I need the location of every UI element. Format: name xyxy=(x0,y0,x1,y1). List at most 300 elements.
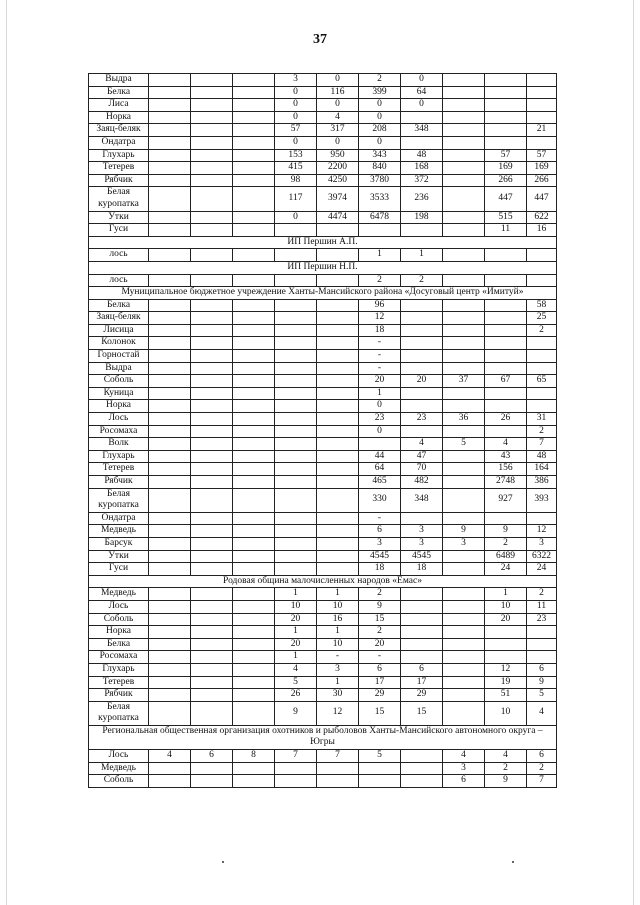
value-cell xyxy=(191,450,233,463)
value-cell xyxy=(191,274,233,287)
value-cell: 330 xyxy=(359,488,401,512)
value-cell xyxy=(275,525,317,538)
table-row xyxy=(89,299,557,312)
value-cell: 12 xyxy=(485,663,527,676)
value-cell xyxy=(191,600,233,613)
value-cell: 2 xyxy=(527,762,557,775)
table-body xyxy=(89,74,557,788)
value-cell: 37 xyxy=(443,375,485,388)
value-cell xyxy=(401,387,443,400)
value-cell: 0 xyxy=(275,99,317,112)
value-cell: 6 xyxy=(359,525,401,538)
species-name: Куница xyxy=(89,387,149,400)
table-row xyxy=(89,413,557,426)
value-cell: 11 xyxy=(485,224,527,237)
value-cell: 0 xyxy=(359,99,401,112)
value-cell xyxy=(191,337,233,350)
species-name: Гуси xyxy=(89,224,149,237)
value-cell: 2 xyxy=(527,588,557,601)
value-cell xyxy=(443,689,485,702)
value-cell: 2 xyxy=(359,74,401,87)
value-cell xyxy=(149,476,191,489)
value-cell xyxy=(233,274,275,287)
value-cell xyxy=(401,337,443,350)
species-name: Соболь xyxy=(89,613,149,626)
value-cell: 1 xyxy=(275,651,317,664)
value-cell: 515 xyxy=(485,211,527,224)
value-cell xyxy=(443,387,485,400)
value-cell: 348 xyxy=(401,124,443,137)
value-cell xyxy=(443,162,485,175)
value-cell xyxy=(485,136,527,149)
value-cell xyxy=(233,149,275,162)
table-row xyxy=(89,775,557,788)
value-cell: 3 xyxy=(443,762,485,775)
value-cell: 169 xyxy=(485,162,527,175)
species-name: Колонок xyxy=(89,337,149,350)
value-cell: 65 xyxy=(527,375,557,388)
value-cell: 4474 xyxy=(317,211,359,224)
value-cell: - xyxy=(359,337,401,350)
value-cell xyxy=(401,638,443,651)
value-cell: 18 xyxy=(401,563,443,576)
table-row xyxy=(89,438,557,451)
value-cell xyxy=(233,74,275,87)
species-name: Волк xyxy=(89,438,149,451)
value-cell xyxy=(233,136,275,149)
value-cell xyxy=(443,74,485,87)
table-row xyxy=(89,174,557,187)
value-cell: 23 xyxy=(359,413,401,426)
table-row xyxy=(89,525,557,538)
value-cell: 3 xyxy=(527,537,557,550)
value-cell xyxy=(401,775,443,788)
value-cell: 0 xyxy=(317,136,359,149)
value-cell xyxy=(191,350,233,363)
value-cell xyxy=(233,476,275,489)
value-cell xyxy=(485,626,527,639)
table-row xyxy=(89,74,557,87)
value-cell xyxy=(443,651,485,664)
value-cell: 2 xyxy=(359,274,401,287)
value-cell xyxy=(149,425,191,438)
value-cell xyxy=(275,463,317,476)
value-cell: 156 xyxy=(485,463,527,476)
value-cell xyxy=(275,762,317,775)
value-cell xyxy=(527,136,557,149)
value-cell: 447 xyxy=(485,187,527,211)
value-cell xyxy=(527,74,557,87)
value-cell xyxy=(317,488,359,512)
value-cell xyxy=(233,312,275,325)
value-cell xyxy=(527,274,557,287)
value-cell xyxy=(149,626,191,639)
value-cell xyxy=(191,701,233,725)
value-cell xyxy=(191,537,233,550)
value-cell xyxy=(233,512,275,525)
value-cell: 20 xyxy=(275,638,317,651)
value-cell xyxy=(191,775,233,788)
value-cell: 3974 xyxy=(317,187,359,211)
value-cell xyxy=(149,387,191,400)
value-cell xyxy=(485,274,527,287)
species-name: Тетерев xyxy=(89,463,149,476)
table-row xyxy=(89,701,557,725)
value-cell: 0 xyxy=(275,136,317,149)
value-cell xyxy=(443,299,485,312)
value-cell: 1 xyxy=(275,588,317,601)
table-row xyxy=(89,86,557,99)
value-cell xyxy=(233,111,275,124)
species-name: Белка xyxy=(89,86,149,99)
value-cell: 19 xyxy=(485,676,527,689)
value-cell xyxy=(401,750,443,763)
value-cell xyxy=(233,701,275,725)
value-cell xyxy=(149,537,191,550)
value-cell: 2748 xyxy=(485,476,527,489)
value-cell xyxy=(443,476,485,489)
value-cell xyxy=(485,299,527,312)
value-cell xyxy=(485,387,527,400)
table-row xyxy=(89,425,557,438)
value-cell xyxy=(191,375,233,388)
value-cell xyxy=(191,525,233,538)
table-row xyxy=(89,476,557,489)
value-cell xyxy=(149,413,191,426)
value-cell: 48 xyxy=(401,149,443,162)
species-name: Заяц-беляк xyxy=(89,312,149,325)
table-row xyxy=(89,337,557,350)
value-cell xyxy=(317,362,359,375)
value-cell: 0 xyxy=(359,425,401,438)
table-row xyxy=(89,312,557,325)
value-cell: 4 xyxy=(317,111,359,124)
value-cell: 12 xyxy=(527,525,557,538)
value-cell: 343 xyxy=(359,149,401,162)
value-cell xyxy=(191,299,233,312)
value-cell xyxy=(149,324,191,337)
value-cell: 1 xyxy=(317,626,359,639)
value-cell xyxy=(149,463,191,476)
value-cell xyxy=(443,211,485,224)
table-row xyxy=(89,600,557,613)
value-cell: 11 xyxy=(527,600,557,613)
value-cell xyxy=(191,463,233,476)
value-cell xyxy=(317,525,359,538)
value-cell: 2 xyxy=(485,537,527,550)
value-cell xyxy=(485,249,527,262)
value-cell: 25 xyxy=(527,312,557,325)
value-cell xyxy=(443,613,485,626)
species-name: Лиса xyxy=(89,99,149,112)
species-name: Росомаха xyxy=(89,651,149,664)
species-name: Норка xyxy=(89,400,149,413)
species-name: Глухарь xyxy=(89,149,149,162)
value-cell: 2 xyxy=(527,425,557,438)
table-row xyxy=(89,512,557,525)
value-cell xyxy=(191,136,233,149)
value-cell xyxy=(443,274,485,287)
value-cell xyxy=(275,375,317,388)
value-cell: 9 xyxy=(443,525,485,538)
value-cell: 3 xyxy=(317,663,359,676)
value-cell: - xyxy=(359,350,401,363)
value-cell xyxy=(317,512,359,525)
table-row xyxy=(89,613,557,626)
value-cell xyxy=(149,613,191,626)
value-cell: 12 xyxy=(359,312,401,325)
species-name: Ондатра xyxy=(89,512,149,525)
value-cell: 51 xyxy=(485,689,527,702)
value-cell xyxy=(149,638,191,651)
species-name: Соболь xyxy=(89,775,149,788)
value-cell: 4 xyxy=(401,438,443,451)
right-scan-edge xyxy=(633,0,634,905)
value-cell xyxy=(317,550,359,563)
value-cell xyxy=(149,588,191,601)
bottom-dot-right xyxy=(512,861,514,863)
species-name: Глухарь xyxy=(89,450,149,463)
value-cell xyxy=(275,324,317,337)
value-cell: 317 xyxy=(317,124,359,137)
value-cell: 6 xyxy=(359,663,401,676)
value-cell xyxy=(191,663,233,676)
value-cell: 18 xyxy=(359,324,401,337)
value-cell xyxy=(443,312,485,325)
value-cell xyxy=(443,99,485,112)
value-cell xyxy=(443,588,485,601)
value-cell xyxy=(443,488,485,512)
table-row xyxy=(89,550,557,563)
species-name: Рябчик xyxy=(89,174,149,187)
value-cell xyxy=(443,350,485,363)
value-cell xyxy=(149,86,191,99)
value-cell: 7 xyxy=(317,750,359,763)
value-cell: 1 xyxy=(401,249,443,262)
value-cell: 23 xyxy=(401,413,443,426)
section-title: Муниципальное бюджетное учреждение Ханты-Мансийского района «Досуговый центр «Имитуй» xyxy=(89,287,557,300)
section-row xyxy=(89,575,557,588)
value-cell: 7 xyxy=(527,775,557,788)
value-cell xyxy=(443,676,485,689)
value-cell: 58 xyxy=(527,299,557,312)
value-cell: 348 xyxy=(401,488,443,512)
value-cell xyxy=(275,387,317,400)
value-cell xyxy=(191,224,233,237)
value-cell xyxy=(317,224,359,237)
value-cell xyxy=(233,86,275,99)
value-cell xyxy=(485,651,527,664)
species-name: Белая куропатка xyxy=(89,488,149,512)
value-cell xyxy=(485,312,527,325)
value-cell xyxy=(233,299,275,312)
value-cell: 415 xyxy=(275,162,317,175)
value-cell: 465 xyxy=(359,476,401,489)
species-name: Норка xyxy=(89,626,149,639)
value-cell: 10 xyxy=(485,701,527,725)
value-cell xyxy=(317,762,359,775)
value-cell: 4 xyxy=(443,750,485,763)
value-cell: 31 xyxy=(527,413,557,426)
table-row xyxy=(89,588,557,601)
table-row xyxy=(89,638,557,651)
value-cell xyxy=(191,111,233,124)
value-cell: 24 xyxy=(485,563,527,576)
value-cell: 47 xyxy=(401,450,443,463)
value-cell xyxy=(233,463,275,476)
value-cell: 2200 xyxy=(317,162,359,175)
value-cell xyxy=(485,362,527,375)
value-cell: 9 xyxy=(527,676,557,689)
value-cell: 168 xyxy=(401,162,443,175)
value-cell xyxy=(443,149,485,162)
table-row xyxy=(89,99,557,112)
value-cell xyxy=(233,600,275,613)
value-cell xyxy=(275,337,317,350)
table-row xyxy=(89,324,557,337)
value-cell xyxy=(233,350,275,363)
species-name: Тетерев xyxy=(89,162,149,175)
value-cell xyxy=(233,563,275,576)
value-cell: 98 xyxy=(275,174,317,187)
value-cell xyxy=(149,775,191,788)
value-cell: 169 xyxy=(527,162,557,175)
value-cell: 12 xyxy=(317,701,359,725)
table-row xyxy=(89,676,557,689)
value-cell: 0 xyxy=(359,111,401,124)
value-cell xyxy=(275,400,317,413)
value-cell: 950 xyxy=(317,149,359,162)
value-cell: 6 xyxy=(191,750,233,763)
value-cell: 6 xyxy=(401,663,443,676)
value-cell: 393 xyxy=(527,488,557,512)
value-cell xyxy=(191,187,233,211)
bottom-dot-left xyxy=(222,861,224,863)
value-cell: 64 xyxy=(359,463,401,476)
value-cell xyxy=(233,676,275,689)
value-cell xyxy=(401,512,443,525)
value-cell: 2 xyxy=(359,588,401,601)
value-cell xyxy=(149,99,191,112)
section-title: ИП Першин Н.П. xyxy=(89,261,557,274)
value-cell xyxy=(191,174,233,187)
value-cell xyxy=(149,350,191,363)
value-cell xyxy=(485,99,527,112)
value-cell xyxy=(275,537,317,550)
species-name: Ондатра xyxy=(89,136,149,149)
value-cell xyxy=(149,689,191,702)
value-cell: 70 xyxy=(401,463,443,476)
value-cell xyxy=(443,626,485,639)
value-cell: 15 xyxy=(401,701,443,725)
value-cell xyxy=(527,111,557,124)
value-cell xyxy=(275,350,317,363)
value-cell xyxy=(149,299,191,312)
value-cell xyxy=(317,324,359,337)
value-cell xyxy=(443,425,485,438)
value-cell xyxy=(485,324,527,337)
value-cell xyxy=(191,488,233,512)
value-cell xyxy=(191,249,233,262)
value-cell: 57 xyxy=(275,124,317,137)
table-row xyxy=(89,663,557,676)
value-cell: 2 xyxy=(401,274,443,287)
value-cell: 1 xyxy=(317,588,359,601)
value-cell: 16 xyxy=(527,224,557,237)
value-cell: 21 xyxy=(527,124,557,137)
value-cell xyxy=(233,425,275,438)
value-cell: 6489 xyxy=(485,550,527,563)
value-cell: 4 xyxy=(275,663,317,676)
table-row xyxy=(89,224,557,237)
value-cell xyxy=(443,187,485,211)
value-cell xyxy=(275,425,317,438)
value-cell xyxy=(233,613,275,626)
value-cell: 3 xyxy=(359,537,401,550)
value-cell xyxy=(443,86,485,99)
value-cell xyxy=(191,438,233,451)
value-cell: 26 xyxy=(275,689,317,702)
value-cell xyxy=(233,450,275,463)
value-cell: 64 xyxy=(401,86,443,99)
value-cell: 1 xyxy=(359,387,401,400)
species-name: Медведь xyxy=(89,762,149,775)
value-cell xyxy=(233,224,275,237)
value-cell: 10 xyxy=(275,600,317,613)
value-cell xyxy=(233,387,275,400)
value-cell xyxy=(317,387,359,400)
value-cell xyxy=(485,512,527,525)
table-row xyxy=(89,274,557,287)
value-cell xyxy=(485,111,527,124)
value-cell: 266 xyxy=(485,174,527,187)
value-cell xyxy=(149,663,191,676)
species-name: Рябчик xyxy=(89,689,149,702)
value-cell: - xyxy=(359,651,401,664)
value-cell xyxy=(359,775,401,788)
value-cell xyxy=(149,488,191,512)
value-cell xyxy=(317,463,359,476)
value-cell xyxy=(317,450,359,463)
table-row xyxy=(89,563,557,576)
value-cell xyxy=(317,563,359,576)
value-cell xyxy=(233,211,275,224)
table-row xyxy=(89,211,557,224)
value-cell xyxy=(443,362,485,375)
species-name: Горностай xyxy=(89,350,149,363)
value-cell: 57 xyxy=(485,149,527,162)
value-cell xyxy=(191,550,233,563)
value-cell xyxy=(443,463,485,476)
value-cell: 372 xyxy=(401,174,443,187)
value-cell: 20 xyxy=(485,613,527,626)
value-cell xyxy=(191,588,233,601)
value-cell xyxy=(149,111,191,124)
value-cell: 4 xyxy=(527,701,557,725)
value-cell: 236 xyxy=(401,187,443,211)
value-cell: 116 xyxy=(317,86,359,99)
value-cell xyxy=(191,162,233,175)
value-cell xyxy=(149,676,191,689)
species-name: Глухарь xyxy=(89,663,149,676)
value-cell xyxy=(149,162,191,175)
value-cell: 18 xyxy=(359,563,401,576)
value-cell: 164 xyxy=(527,463,557,476)
value-cell xyxy=(233,99,275,112)
value-cell: 8 xyxy=(233,750,275,763)
value-cell xyxy=(191,312,233,325)
value-cell xyxy=(149,274,191,287)
